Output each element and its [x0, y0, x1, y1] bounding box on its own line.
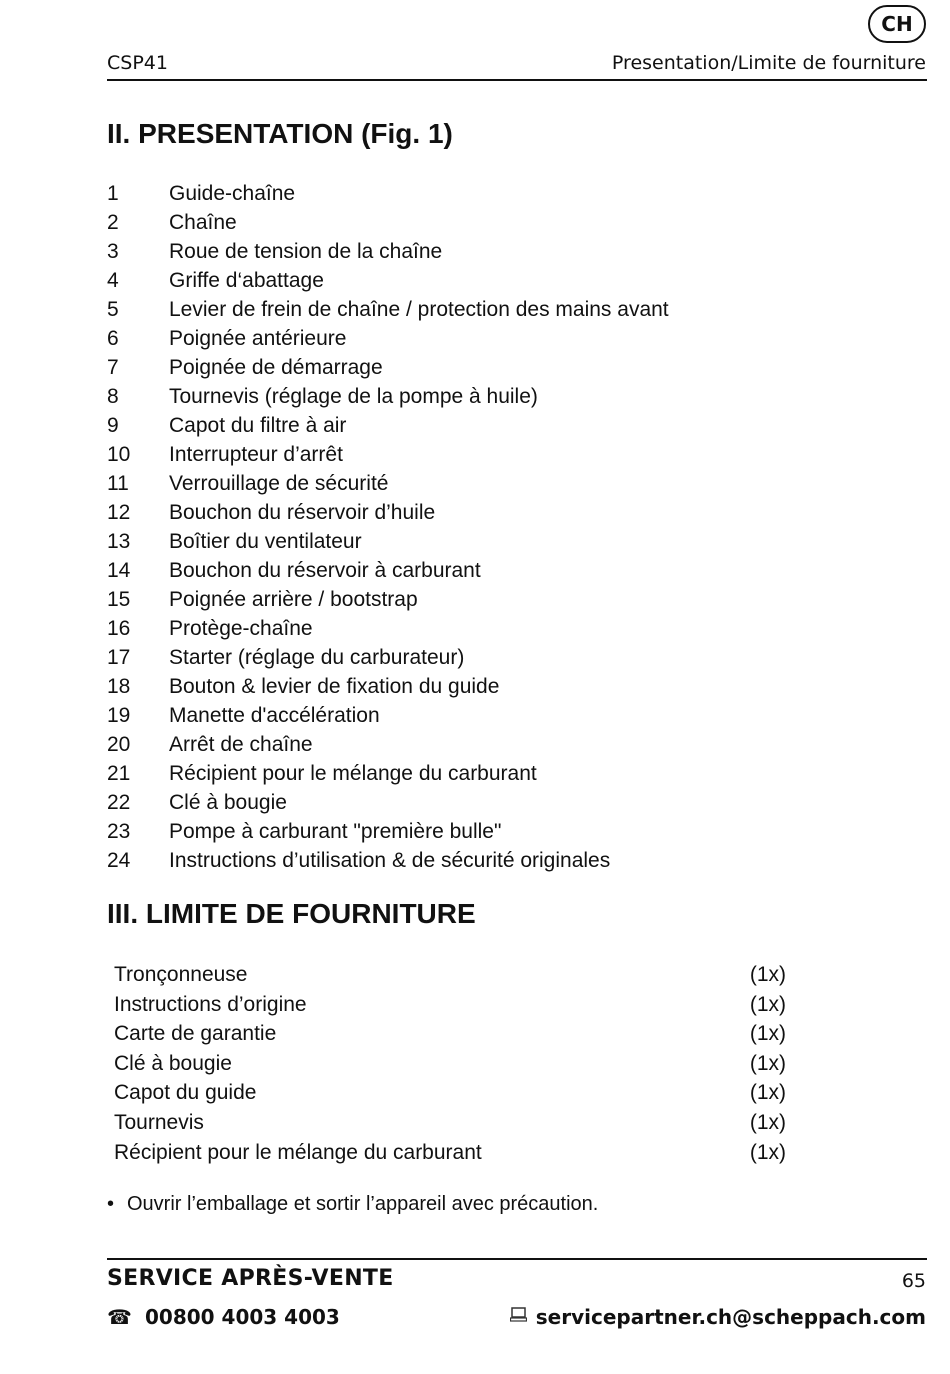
parts-list — [107, 179, 669, 875]
supply-item-quantity: (1x) — [749, 992, 786, 1016]
item-label: Récipient pour le mélange du carburant — [169, 762, 537, 785]
item-number: 19 — [107, 704, 131, 727]
header-divider — [107, 79, 927, 81]
item-label: Levier de frein de chaîne / protection des mains avant — [169, 298, 669, 321]
list-item — [107, 498, 669, 527]
supply-item — [114, 960, 786, 990]
item-label: Instructions d’utilisation & de sécurité originales — [169, 849, 611, 872]
supply-item-quantity: (1x) — [749, 1051, 786, 1075]
service-title: SERVICE APRÈS-VENTE — [107, 1266, 394, 1291]
item-number: 6 — [107, 327, 119, 350]
supply-item — [114, 1138, 786, 1168]
list-item — [107, 237, 669, 266]
item-label: Boîtier du ventilateur — [169, 530, 362, 553]
item-number: 3 — [107, 240, 119, 263]
supply-item-label: Capot du guide — [114, 1081, 257, 1105]
supply-item-quantity: (1x) — [749, 1140, 786, 1164]
item-number: 22 — [107, 791, 131, 814]
list-item — [107, 788, 669, 817]
header-model: CSP41 — [107, 52, 168, 74]
item-number: 15 — [107, 588, 131, 611]
supply-title: III. LIMITE DE FOURNITURE — [107, 898, 476, 929]
supply-item — [114, 990, 786, 1020]
list-item — [107, 556, 669, 585]
footer-divider — [107, 1258, 927, 1260]
page-number: 65 — [901, 1270, 926, 1292]
supply-item-quantity: (1x) — [749, 1022, 786, 1046]
list-item — [107, 817, 669, 846]
item-number: 8 — [107, 385, 119, 408]
country-badge: CH — [868, 5, 926, 43]
service-phone — [107, 1305, 340, 1329]
supply-item-label: Récipient pour le mélange du carburant — [114, 1140, 482, 1164]
supply-item-label: Clé à bougie — [114, 1051, 232, 1075]
list-item — [107, 527, 669, 556]
item-label: Verrouillage de sécurité — [169, 472, 389, 495]
computer-icon — [510, 1307, 536, 1327]
item-number: 17 — [107, 646, 131, 669]
item-label: Poignée arrière / bootstrap — [169, 588, 418, 611]
item-number: 16 — [107, 617, 131, 640]
item-label: Clé à bougie — [169, 791, 287, 814]
supply-item-quantity: (1x) — [749, 963, 786, 986]
list-item — [107, 759, 669, 788]
list-item — [107, 208, 669, 237]
list-item — [107, 585, 669, 614]
service-email — [510, 1305, 926, 1329]
item-label: Griffe d‘abattage — [169, 269, 324, 292]
email-address: servicepartner.ch@scheppach.com — [535, 1305, 926, 1329]
supply-item-quantity: (1x) — [749, 1110, 786, 1134]
list-item — [107, 266, 669, 295]
item-label: Pompe à carburant "première bulle" — [169, 820, 502, 843]
item-label: Bouchon du réservoir d’huile — [169, 501, 436, 524]
item-label: Bouton & levier de fixation du guide — [169, 675, 500, 698]
item-label: Arrêt de chaîne — [169, 733, 313, 756]
list-item — [107, 846, 669, 875]
item-label: Starter (réglage du carburateur) — [169, 646, 465, 669]
list-item — [107, 730, 669, 759]
item-label: Poignée de démarrage — [169, 356, 383, 379]
presentation-title: II. PRESENTATION (Fig. 1) — [107, 118, 453, 149]
item-number: 11 — [107, 472, 129, 495]
supply-item-label: Tronçonneuse — [114, 963, 248, 986]
note-text: Ouvrir l’emballage et sortir l’appareil avec précaution. — [127, 1193, 599, 1215]
supply-item — [114, 1078, 786, 1108]
list-item — [107, 440, 669, 469]
item-number: 9 — [107, 414, 119, 437]
supply-item — [114, 1049, 786, 1079]
item-number: 13 — [107, 530, 131, 553]
item-number: 7 — [107, 356, 119, 379]
item-number: 18 — [107, 675, 131, 698]
supply-item-label: Instructions d’origine — [114, 992, 307, 1016]
item-number: 5 — [107, 298, 119, 321]
item-label: Manette d'accélération — [169, 704, 380, 727]
supply-item-label: Carte de garantie — [114, 1022, 277, 1046]
item-label: Protège-chaîne — [169, 617, 313, 640]
bullet-icon: • — [107, 1193, 115, 1215]
item-number: 20 — [107, 733, 131, 756]
list-item — [107, 672, 669, 701]
list-item — [107, 295, 669, 324]
item-label: Capot du filtre à air — [169, 414, 347, 437]
item-label: Tournevis (réglage de la pompe à huile) — [169, 385, 538, 408]
item-label: Chaîne — [169, 211, 237, 234]
item-number: 21 — [107, 762, 131, 785]
item-number: 4 — [107, 269, 119, 292]
list-item — [107, 469, 669, 498]
telephone-icon: ☎ — [107, 1305, 132, 1329]
item-label: Poignée antérieure — [169, 327, 347, 350]
supply-item — [114, 1108, 786, 1138]
list-item — [107, 179, 669, 208]
item-number: 1 — [107, 182, 119, 205]
item-number: 10 — [107, 443, 131, 466]
list-item — [107, 614, 669, 643]
list-item — [107, 353, 669, 382]
supply-item — [114, 1019, 786, 1049]
list-item — [107, 643, 669, 672]
item-label: Bouchon du réservoir à carburant — [169, 559, 481, 582]
list-item — [107, 382, 669, 411]
header-section-title: Presentation/Limite de fourniture — [611, 52, 926, 74]
item-label: Guide-chaîne — [169, 182, 296, 205]
item-label: Interrupteur d’arrêt — [169, 443, 343, 466]
list-item — [107, 701, 669, 730]
item-label: Roue de tension de la chaîne — [169, 240, 443, 263]
list-item — [107, 411, 669, 440]
supply-item-label: Tournevis — [114, 1110, 204, 1134]
phone-number: 00800 4003 4003 — [145, 1305, 340, 1329]
item-number: 2 — [107, 211, 119, 234]
supply-item-quantity: (1x) — [749, 1081, 786, 1105]
unpacking-note — [107, 1193, 598, 1216]
item-number: 14 — [107, 559, 131, 582]
list-item — [107, 324, 669, 353]
item-number: 23 — [107, 820, 131, 843]
item-number: 12 — [107, 501, 131, 524]
item-number: 24 — [107, 849, 131, 872]
supply-list — [114, 960, 786, 1167]
